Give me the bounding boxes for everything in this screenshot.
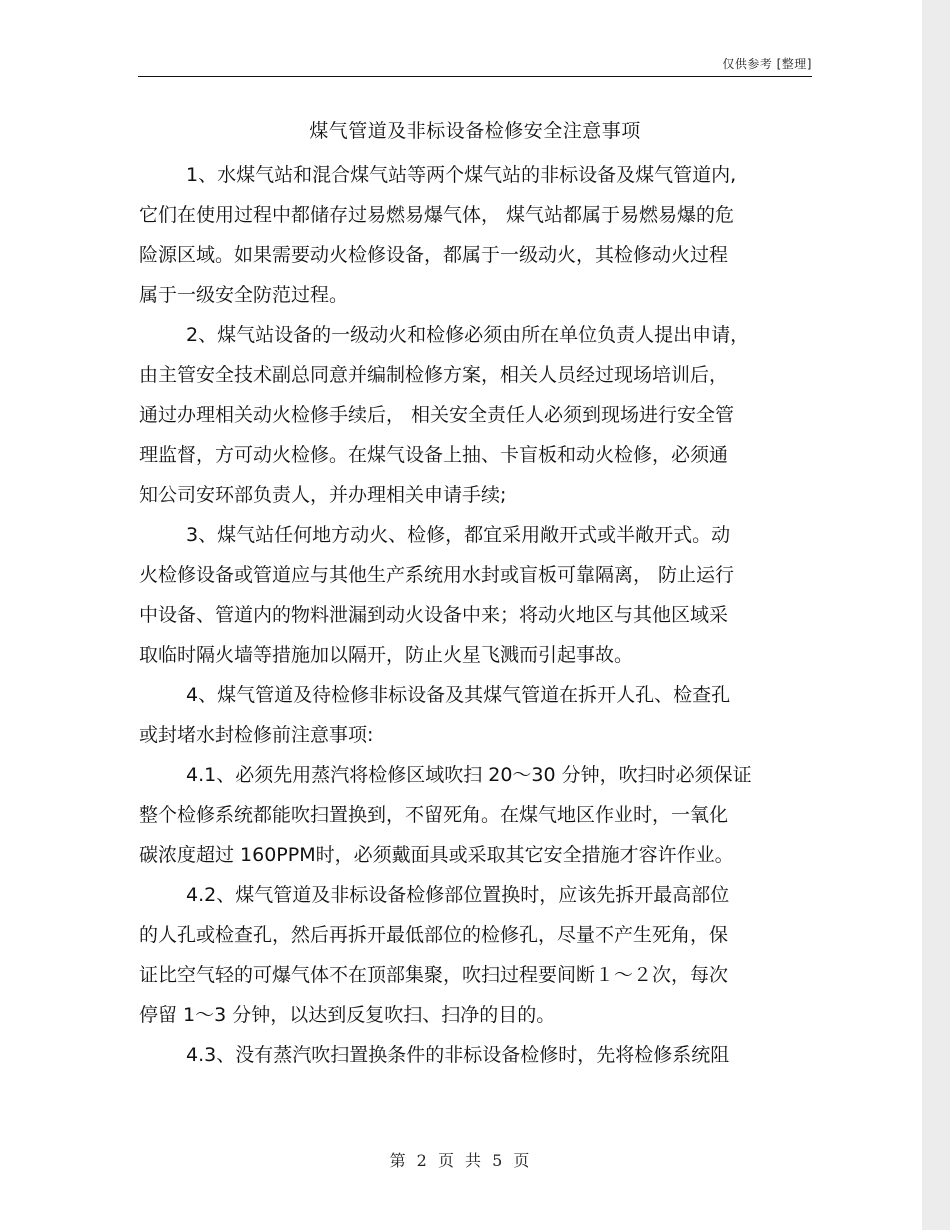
paragraph [139,675,809,755]
paragraph [139,515,809,675]
text-line: 取临时隔火墙等措施加以隔开，防止火星飞溅而引起事故。 [139,644,634,666]
text-line: 由主管安全技术副总同意并编制检修方案，相关人员经过现场培训后， [139,364,729,386]
paragraph [139,875,809,1035]
document-body [139,155,809,1075]
text-line: 或封堵水封检修前注意事项: [139,724,374,746]
text-line: 1、水煤气站和混合煤气站等两个煤气站的非标设备及煤气管道内, [186,164,737,186]
header-note: 仅供参考 [整理] [722,57,812,71]
text-line: 4.2、煤气管道及非标设备检修部位置换时，应该先拆开最高部位 [186,884,730,906]
text-line: 属于一级安全防范过程。 [139,284,349,306]
text-line: 停留 1～3 分钟，以达到反复吹扫、扫净的目的。 [139,1004,556,1026]
text-line: 3、煤气站任何地方动火、检修，都宜采用敞开式或半敞开式。动 [186,524,731,546]
text-line: 4.1、必须先用蒸汽将检修区域吹扫 20～30 分钟，吹扫时必须保证 [186,764,752,786]
page-footer: 第 2 页 共 5 页 [389,1151,533,1170]
text-line: 中设备、管道内的物料泄漏到动火设备中来；将动火地区与其他区域采 [139,604,729,626]
text-line: 它们在使用过程中都储存过易燃易爆气体， 煤气站都属于易燃易爆的危 [139,204,735,226]
text-line: 2、煤气站设备的一级动火和检修必须由所在单位负责人提出申请， [186,324,750,346]
text-line: 险源区域。如果需要动火检修设备，都属于一级动火，其检修动火过程 [139,244,729,266]
paragraph [139,755,809,875]
document-title: 煤气管道及非标设备检修安全注意事项 [309,120,641,142]
text-line: 碳浓度超过 160PPM时，必须戴面具或采取其它安全措施才容许作业。 [139,844,734,866]
text-line: 4、煤气管道及待检修非标设备及其煤气管道在拆开人孔、检查孔 [186,684,731,706]
text-line: 通过办理相关动火检修手续后， 相关安全责任人必须到现场进行安全管 [139,404,735,426]
text-line: 知公司安环部负责人，并办理相关申请手续; [139,484,507,506]
text-line: 的人孔或检查孔，然后再拆开最低部位的检修孔，尽量不产生死角，保 [139,924,729,946]
text-line: 4.3、没有蒸汽吹扫置换条件的非标设备检修时，先将检修系统阻 [186,1044,730,1066]
text-line: 火检修设备或管道应与其他生产系统用水封或盲板可靠隔离， 防止运行 [139,564,735,586]
paragraph [139,155,809,315]
paragraph [139,315,809,515]
text-line: 证比空气轻的可爆气体不在顶部集聚，吹扫过程要间断１～２次，每次 [139,964,729,986]
text-line: 整个检修系统都能吹扫置换到，不留死角。在煤气地区作业时，一氧化 [139,804,729,826]
header-rule [138,76,812,77]
paragraph [139,1035,809,1075]
text-line: 理监督，方可动火检修。在煤气设备上抽、卡盲板和动火检修，必须通 [139,444,729,466]
